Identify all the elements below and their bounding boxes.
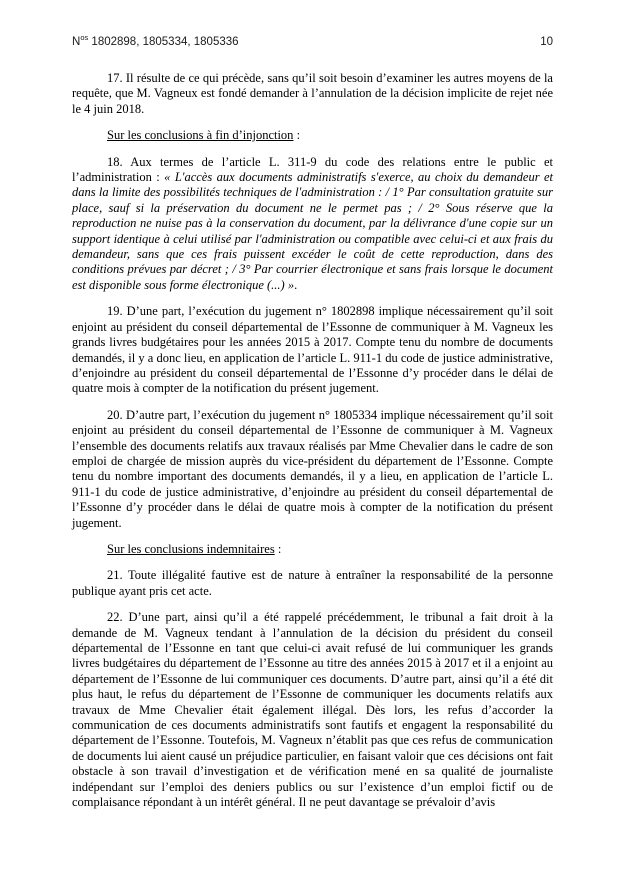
case-numbers-superscript: os <box>80 33 89 43</box>
paragraph-22: 22. D’une part, ainsi qu’il a été rappelé précédemment, le tribunal a fait droit à la demande de M. Vagneux tendant à l’annulation de la décision du président du conseil départemental de l’Essonne en tant que celui-ci avait refusé de lui communiquer les grands livres budgétaires du département de l’Essonne au titre des années 2015 à 2017 et il a enjoint au département de l’Essonne de lui communiquer ces documents. D’autre part, ainsi qu’il a été dit plus haut, le refus du département de l’Essonne de communiquer les documents relatifs aux travaux de Mme Chevalier était également illégal. Dès lors, les refus d’accorder la communication de ces documents administratifs sont fautifs et engagent la responsabilité du département de l’Essonne. Toutefois, M. Vagneux n’établit pas que ces refus de communication de documents lui aient causé un préjudice particulier, en faisant valoir que ces décisions ont fait obstacle à son travail d’investigation et de vérification mené en sa qualité de journaliste indépendant sur l’emploi des deniers publics ou sur l’existence d’un emploi fictif ou de complaisance répondant à un intérêt général. Il ne peut davantage se prévaloir d’avis <box>72 610 553 810</box>
section-heading-indemnitaires-colon: : <box>274 541 282 556</box>
section-heading-injonction-colon: : <box>293 128 301 143</box>
paragraph-18-intro: 18. Aux termes de l’article L. 311-9 du code des relations entre le public et l’administration : <box>72 154 553 185</box>
case-numbers-prefix: N <box>72 36 81 48</box>
paragraph-18-statute-quote: « L'accès aux documents administratifs s'exerce, au choix du demandeur et dans la limite des possibilités techniques de l'administration : / 1° Par consultation gratuite sur place, sauf si la préservation du document ne le permet pas ; / 2° Sous réserve que la reproduction ne nuise pas à la conservation du document, par la délivrance d'une copie sur un support identique à celui utilisé par l'administration ou compatible avec celui-ci et aux frais du demandeur, sans que ces frais puissent excéder le coût de cette reproduction, dans des conditions prévues par décret ; / 3° Par courrier électronique et sans frais lorsque le document est disponible sous forme électronique (...) » <box>72 170 554 292</box>
paragraph-19: 19. D’une part, l’exécution du jugement n° 1802898 implique nécessairement qu’il soit enjoint au président du conseil départemental de l’Essonne de communiquer à M. Vagneux les grands livres budgétaires pour les années 2015 à 2017. Compte tenu du nombre de documents demandés, il y a donc lieu, en application de l’article L. 911-1 du code de justice administrative, d’enjoindre au président du conseil départemental de l’Essonne d’y procéder dans le délai de quatre mois à compter de la notification du présent jugement. <box>72 304 553 396</box>
paragraph-17: 17. Il résulte de ce qui précède, sans qu’il soit besoin d’examiner les autres moyens de la requête, que M. Vagneux est fondé demander à l’annulation de la décision implicite de rejet née le 4 juin 2018. <box>72 71 553 116</box>
paragraph-20: 20. D’autre part, l’exécution du jugement n° 1805334 implique nécessairement qu’il soit enjoint au président du conseil départemental de l’Essonne de communiquer à M. Vagneux l’ensemble des documents relatifs aux travaux réalisés par Mme Chevalier dans le cadre de son emploi de chargée de mission auprès du vice-président du département de l’Essonne. Compte tenu du nombre important des documents demandés, il y a lieu, en application de l’article L. 911-1 du code de justice administrative, d’enjoindre au président du conseil départemental de l’Essonne d’y procéder dans le délai de quatre mois à compter de la notification du présent jugement. <box>72 407 553 530</box>
section-heading-injonction-label: Sur les conclusions à fin d’injonction <box>107 128 294 143</box>
paragraph-21: 21. Toute illégalité fautive est de nature à entraîner la responsabilité de la personne publique ayant pris cet acte. <box>72 568 553 598</box>
section-heading-injonction <box>72 128 553 143</box>
paragraph-18 <box>72 155 553 294</box>
paragraph-18-outro: . <box>294 277 298 292</box>
section-heading-indemnitaires <box>72 542 553 557</box>
case-numbers <box>72 33 239 48</box>
section-heading-indemnitaires-label: Sur les conclusions indemnitaires <box>107 541 275 556</box>
page-header <box>72 33 553 48</box>
page-number: 10 <box>540 36 553 48</box>
judgment-body <box>72 71 553 810</box>
case-numbers-list: 1802898, 1805334, 1805336 <box>88 36 239 48</box>
